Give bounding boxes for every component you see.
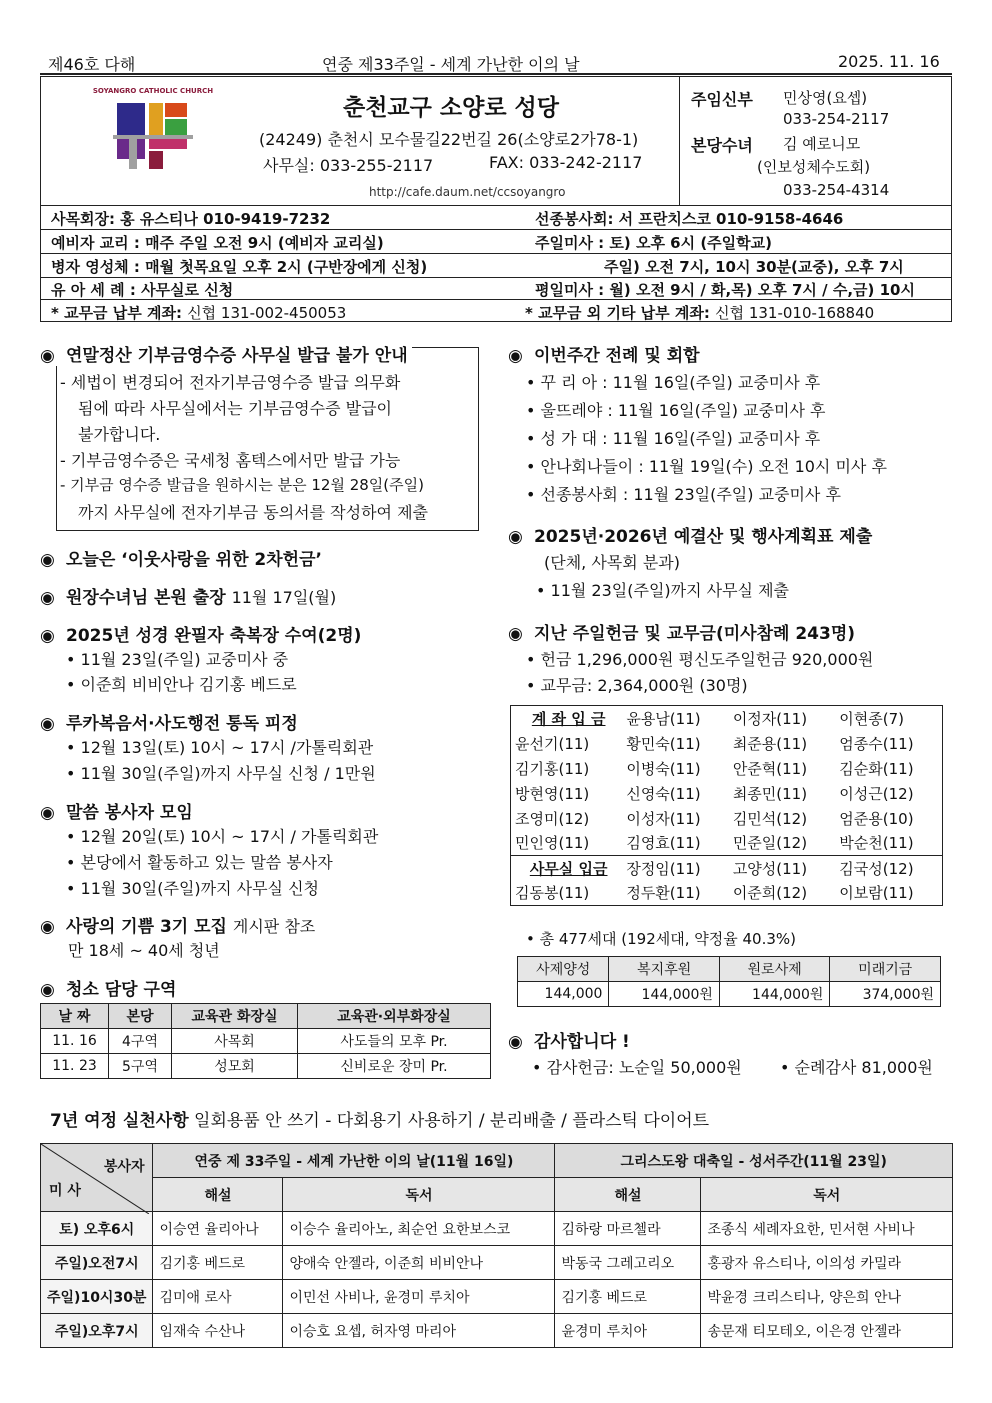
sister-trip: ◉ 원장수녀님 본원 출장 11월 17일(월) bbox=[40, 588, 337, 608]
church-logo bbox=[83, 87, 223, 179]
budget-sub: (단체, 사목회 분과) bbox=[544, 553, 680, 572]
cleaning-header: 교육관·외부화장실 bbox=[298, 1004, 491, 1029]
table-row bbox=[511, 831, 943, 856]
issue-subtitle: 연중 제33주일 - 세계 가난한 이의 날 bbox=[322, 55, 580, 74]
week2-commentary-header: 해설 bbox=[555, 1178, 701, 1212]
table-row bbox=[511, 856, 943, 881]
table-row bbox=[41, 1212, 953, 1246]
corner-ministers: 봉사자 bbox=[103, 1159, 145, 1175]
cleaning-cell: 11. 23 bbox=[41, 1054, 109, 1079]
issue-date: 2025. 11. 16 bbox=[838, 52, 940, 71]
table-row bbox=[41, 1280, 953, 1314]
header-rule bbox=[40, 73, 952, 75]
liturgy-item-choir: • 성 가 대 : 11월 16일(주일) 교중미사 후 bbox=[526, 429, 821, 448]
account-cell: 신영숙(11) bbox=[626, 784, 701, 803]
cleaning-table bbox=[40, 1003, 491, 1079]
account-deposit-label: 계 좌 입 금 bbox=[531, 709, 606, 728]
word-ministers-apply: • 11월 30일(주일)까지 사무실 신청 bbox=[66, 879, 320, 898]
bible-award-names: • 이준희 비비안나 김기홍 베드로 bbox=[66, 675, 297, 694]
corner-mass: 미 사 bbox=[49, 1183, 81, 1199]
week2-reading-header: 독서 bbox=[701, 1178, 953, 1212]
cafe-link[interactable]: http://cafe.daum.net/ccsoyangro bbox=[369, 185, 566, 199]
category-value: 374,000원 bbox=[830, 982, 941, 1007]
council-president: 사목회장: 홍 유스티나 010-9419-7232 bbox=[51, 210, 331, 228]
schedule-cell: 김미애 로사 bbox=[153, 1280, 283, 1314]
account-cell: 윤용남(11) bbox=[626, 709, 701, 728]
schedule-cell: 박동국 그레고리오 bbox=[555, 1246, 701, 1280]
table-row bbox=[511, 781, 943, 806]
cleaning-title: ◉ 청소 담당 구역 bbox=[40, 980, 177, 1000]
office-deposit-label: 사무실 입금 bbox=[511, 856, 623, 881]
bible-award-date: • 11월 23일(주일) 교중미사 중 bbox=[66, 650, 289, 669]
catechumen-class: 예비자 교리 : 매주 주일 오전 9시 (예비자 교리실) bbox=[51, 234, 384, 252]
notice-line-5: - 기부금 영수증 발급을 원하시는 분은 12월 28일(주일) bbox=[60, 476, 424, 494]
office-phone: 사무실: 033-255-2117 bbox=[263, 156, 434, 175]
account-cell: 엄종수(11) bbox=[839, 734, 914, 753]
table-row bbox=[41, 1029, 491, 1054]
cleaning-cell: 5구역 bbox=[109, 1054, 172, 1079]
account-cell: 김영효(11) bbox=[626, 834, 701, 853]
word-ministers-date: • 12월 20일(토) 10시 ~ 17시 / 가톨릭회관 bbox=[66, 827, 379, 846]
account-cell: 김기홍(11) bbox=[515, 759, 590, 778]
cleaning-cell: 신비로운 장미 Pr. bbox=[298, 1054, 491, 1079]
accounts-table bbox=[510, 705, 943, 906]
account-cell: 민인영(11) bbox=[515, 834, 590, 853]
second-collection: ◉ 오늘은 ‘이웃사랑을 위한 2차헌금’ bbox=[40, 550, 322, 570]
table-row bbox=[511, 756, 943, 781]
weekday-mass: 평일미사 : 월) 오전 9시 / 화,목) 오후 7시 / 수,금) 10시 bbox=[535, 281, 915, 299]
category-header: 복지후원 bbox=[609, 957, 720, 982]
issue-number: 제46호 다해 bbox=[48, 55, 136, 74]
table-row bbox=[518, 982, 941, 1007]
week1-commentary-header: 해설 bbox=[153, 1178, 283, 1212]
account-cell: 김국성(12) bbox=[835, 856, 942, 881]
notice-line-4: - 기부금영수증은 국세청 홈텍스에서만 발급 가능 bbox=[60, 451, 401, 470]
cleaning-header: 교육관 화장실 bbox=[172, 1004, 298, 1029]
pastor-label: 주임신부 bbox=[691, 90, 753, 109]
cleaning-cell: 4구역 bbox=[109, 1029, 172, 1054]
table-row bbox=[41, 1054, 491, 1079]
sister-phone: 033-254-4314 bbox=[783, 181, 890, 199]
thanks-title: ◉ 감사합니다 ! bbox=[508, 1032, 630, 1052]
church-logo-icon bbox=[83, 95, 223, 175]
table-row bbox=[41, 1246, 953, 1280]
retreat-title: ◉ 루카복음서·사도행전 통독 피정 bbox=[40, 714, 298, 734]
practice-line: 7년 여정 실천사항 일회용품 안 쓰기 - 다회용기 사용하기 / 분리배출 / 플라스틱 다이어트 bbox=[50, 1111, 710, 1131]
liturgy-item-curia: • 꾸 리 아 : 11월 16일(주일) 교중미사 후 bbox=[526, 373, 821, 392]
sick-communion: 병자 영성체 : 매월 첫목요일 오후 2시 (구반장에게 신청) bbox=[51, 258, 428, 276]
dues-account: * 교무금 납부 계좌: 신협 131-002-450053 bbox=[51, 304, 347, 322]
dues-amount: • 교무금: 2,364,000원 (30명) bbox=[526, 676, 748, 695]
schedule-cell: 홍광자 유스티나, 이의성 카밀라 bbox=[701, 1246, 953, 1280]
mass-time: 토) 오후6시 bbox=[41, 1212, 153, 1246]
thanks-donation: • 감사헌금: 노순일 50,000원 bbox=[532, 1058, 742, 1077]
ministry-schedule-table bbox=[40, 1143, 953, 1348]
sister-name: 김 예로니모 bbox=[783, 135, 861, 153]
logo-text: SOYANGRO CATHOLIC CHURCH bbox=[92, 87, 214, 95]
account-cell: 이현종(7) bbox=[839, 709, 905, 728]
account-cell: 최종민(11) bbox=[732, 784, 808, 803]
table-row bbox=[511, 731, 943, 756]
account-cell: 김순화(11) bbox=[839, 759, 914, 778]
category-table bbox=[517, 956, 941, 1007]
account-cell: 이보람(11) bbox=[839, 884, 914, 903]
schedule-cell: 김기홍 베드로 bbox=[153, 1246, 283, 1280]
category-header: 사제양성 bbox=[518, 957, 609, 982]
notice-line-6: 까지 사무실에 전자기부금 동의서를 작성하여 제출 bbox=[78, 503, 429, 522]
account-cell: 김동봉(11) bbox=[515, 884, 590, 903]
category-value: 144,000원 bbox=[719, 982, 830, 1007]
schedule-cell: 임재숙 수산나 bbox=[153, 1314, 283, 1348]
week1-header: 연중 제 33주일 - 세계 가난한 이의 날(11월 16일) bbox=[153, 1144, 555, 1178]
account-cell: 이정자(11) bbox=[732, 709, 808, 728]
account-cell: 이병숙(11) bbox=[626, 759, 701, 778]
table-row bbox=[41, 1314, 953, 1348]
liturgy-item-anna: • 안나회나들이 : 11월 19일(수) 오전 10시 미사 후 bbox=[526, 457, 887, 476]
schedule-cell: 김하랑 마르첼라 bbox=[555, 1212, 701, 1246]
sunday-mass-saturday: 주일미사 : 토) 오후 6시 (주일학교) bbox=[535, 234, 772, 252]
account-cell: 방현영(11) bbox=[515, 784, 590, 803]
bible-award-title: ◉ 2025년 성경 완필자 축복장 수여(2명) bbox=[40, 626, 362, 646]
schedule-cell: 조종식 세례자요한, 민서현 사비나 bbox=[701, 1212, 953, 1246]
account-cell: 이성자(11) bbox=[626, 809, 701, 828]
schedule-corner bbox=[41, 1144, 153, 1212]
infant-baptism: 유 아 세 례 : 사무실로 신청 bbox=[51, 281, 234, 299]
amoris-age: 만 18세 ~ 40세 청년 bbox=[68, 941, 220, 960]
table-row bbox=[511, 706, 943, 731]
cleaning-header: 날 짜 bbox=[41, 1004, 109, 1029]
schedule-cell: 이승연 율리아나 bbox=[153, 1212, 283, 1246]
account-cell: 김민석(12) bbox=[732, 809, 808, 828]
notice-line-3: 불가합니다. bbox=[78, 425, 161, 444]
funeral-service: 선종봉사회: 서 프란치스코 010-9158-4646 bbox=[535, 210, 844, 228]
account-cell: 조영미(12) bbox=[515, 809, 590, 828]
account-cell: 고양성(11) bbox=[729, 856, 835, 881]
account-cell: 황민숙(11) bbox=[626, 734, 701, 753]
church-address: (24249) 춘천시 모수물길22번길 26(소양로2가78-1) bbox=[259, 130, 639, 149]
account-cell: 장정임(11) bbox=[622, 856, 728, 881]
budget-deadline: • 11월 23일(주일)까지 사무실 제출 bbox=[536, 581, 790, 600]
schedule-cell: 송문재 티모테오, 이은경 안젤라 bbox=[701, 1314, 953, 1348]
retreat-date: • 12월 13일(토) 10시 ~ 17시 /가톨릭회관 bbox=[66, 738, 374, 757]
corner-diagonal-line bbox=[41, 1144, 149, 1214]
schedule-cell: 김기홍 베드로 bbox=[555, 1280, 701, 1314]
church-name: 춘천교구 소양로 성당 bbox=[343, 95, 559, 121]
word-ministers-title: ◉ 말씀 봉사자 모임 bbox=[40, 803, 193, 823]
notice-line-1: - 세법이 변경되어 전자기부금영수증 발급 의무화 bbox=[60, 373, 401, 392]
liturgy-item-funeral: • 선종봉사회 : 11월 23일(주일) 교중미사 후 bbox=[526, 485, 841, 504]
sister-org: (인보성체수도회) bbox=[757, 158, 871, 176]
mass-time: 주일)10시30분 bbox=[41, 1280, 153, 1314]
account-cell: 민준일(12) bbox=[732, 834, 808, 853]
cleaning-header: 본당 bbox=[109, 1004, 172, 1029]
schedule-cell: 이민선 사비나, 윤경미 루치아 bbox=[283, 1280, 555, 1314]
account-cell: 안준혁(11) bbox=[732, 759, 808, 778]
account-cell: 윤선기(11) bbox=[515, 734, 590, 753]
liturgy-item-ultreya: • 울뜨레야 : 11월 16일(주일) 교중미사 후 bbox=[526, 401, 826, 420]
household-total: • 총 477세대 (192세대, 약정율 40.3%) bbox=[526, 930, 796, 948]
notice-line-2: 됨에 따라 사무실에서는 기부금영수증 발급이 bbox=[78, 399, 393, 418]
cleaning-cell: 성모회 bbox=[172, 1054, 298, 1079]
schedule-cell: 박윤경 크리스티나, 양은희 안나 bbox=[701, 1280, 953, 1314]
category-header: 미래기금 bbox=[830, 957, 941, 982]
amoris-title: ◉ 사랑의 기쁨 3기 모집 게시판 참조 bbox=[40, 917, 316, 937]
liturgy-title: ◉ 이번주간 전례 및 회합 bbox=[508, 346, 700, 366]
account-cell: 이준희(12) bbox=[732, 884, 808, 903]
offering-amount: • 헌금 1,296,000원 평신도주일헌금 920,000원 bbox=[526, 650, 874, 669]
other-account: * 교무금 외 기타 납부 계좌: 신협 131-010-168840 bbox=[525, 304, 875, 322]
schedule-cell: 윤경미 루치아 bbox=[555, 1314, 701, 1348]
notice-title: ◉ 연말정산 기부금영수증 사무실 발급 불가 안내 bbox=[40, 341, 412, 366]
mass-time: 주일)오전7시 bbox=[41, 1246, 153, 1280]
fax-number: FAX: 033-242-2117 bbox=[489, 153, 643, 172]
sister-label: 본당수녀 bbox=[691, 136, 753, 155]
pastor-name: 민상영(요셉) bbox=[783, 89, 868, 107]
budget-title: ◉ 2025년·2026년 예결산 및 행사계획표 제출 bbox=[508, 527, 873, 547]
retreat-apply: • 11월 30일(주일)까지 사무실 신청 / 1만원 bbox=[66, 764, 376, 783]
pastor-phone: 033-254-2117 bbox=[783, 110, 890, 128]
schedule-cell: 이승수 율리아노, 최순언 요한보스코 bbox=[283, 1212, 555, 1246]
category-value: 144,000 bbox=[518, 982, 609, 1007]
account-cell: 박순천(11) bbox=[839, 834, 914, 853]
offering-title: ◉ 지난 주일헌금 및 교무금(미사참례 243명) bbox=[508, 624, 856, 644]
week1-reading-header: 독서 bbox=[283, 1178, 555, 1212]
mass-time: 주일)오후7시 bbox=[41, 1314, 153, 1348]
account-cell: 정두환(11) bbox=[626, 884, 701, 903]
account-cell: 최준용(11) bbox=[732, 734, 808, 753]
account-cell: 이성근(12) bbox=[839, 784, 914, 803]
account-cell: 엄준용(10) bbox=[839, 809, 914, 828]
table-row bbox=[511, 806, 943, 831]
category-header: 원로사제 bbox=[719, 957, 830, 982]
word-ministers-target: • 본당에서 활동하고 있는 말씀 봉사자 bbox=[66, 853, 333, 872]
cleaning-cell: 사도들의 모후 Pr. bbox=[298, 1029, 491, 1054]
thanks-pilgrimage: • 순례감사 81,000원 bbox=[780, 1058, 933, 1077]
week2-header: 그리스도왕 대축일 - 성서주간(11월 23일) bbox=[555, 1144, 953, 1178]
church-info-box bbox=[40, 76, 952, 322]
cleaning-cell: 사목회 bbox=[172, 1029, 298, 1054]
schedule-cell: 이승호 요셉, 허자영 마리아 bbox=[283, 1314, 555, 1348]
category-value: 144,000원 bbox=[609, 982, 720, 1007]
cleaning-cell: 11. 16 bbox=[41, 1029, 109, 1054]
table-row bbox=[511, 881, 943, 906]
schedule-cell: 양애숙 안젤라, 이준희 비비안나 bbox=[283, 1246, 555, 1280]
sunday-mass-times: 주일) 오전 7시, 10시 30분(교중), 오후 7시 bbox=[604, 258, 904, 276]
